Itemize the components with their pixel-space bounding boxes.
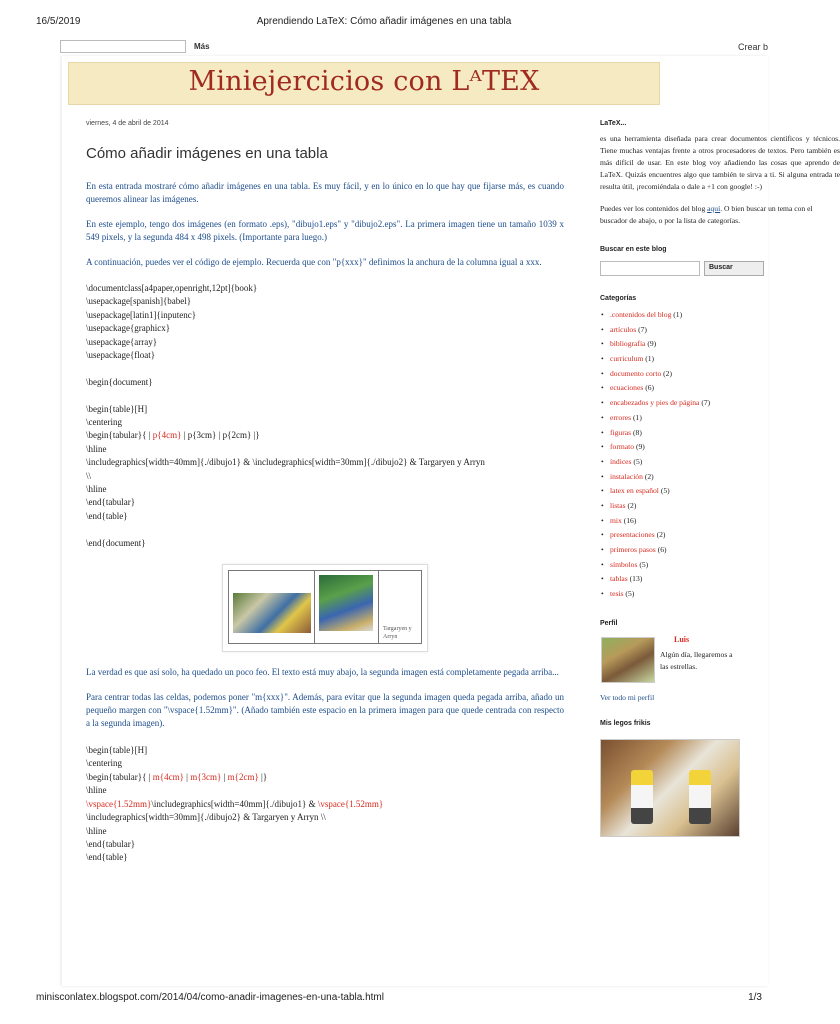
code-line: \end{document} bbox=[86, 537, 146, 548]
blog-header-banner[interactable] bbox=[68, 62, 660, 105]
code-line: \hline bbox=[86, 785, 107, 796]
category-link[interactable]: documento corto bbox=[610, 368, 662, 378]
category-item bbox=[600, 354, 768, 369]
category-item bbox=[600, 516, 768, 531]
category-item bbox=[600, 560, 768, 575]
sidebar-heading-profile: Perfil bbox=[600, 619, 618, 627]
category-item bbox=[600, 413, 768, 428]
post-paragraph-images: En este ejemplo, tengo dos imágenes (en formato .eps), "dibujo1.eps" y "dibujo2.eps". La primera imagen tiene un tamaño 1039 x 549 pixels, y la segunda 484 x 498 pixels. (Importante para luego.) bbox=[86, 219, 564, 242]
category-count: (5) bbox=[625, 589, 635, 599]
code-line: \begin{table}[H] bbox=[86, 745, 148, 756]
category-link[interactable]: listas bbox=[610, 500, 626, 510]
category-link[interactable]: curriculum bbox=[610, 354, 644, 364]
code-line: \end{tabular} bbox=[86, 497, 136, 508]
code-line: \includegraphics[width=30mm]{./dibujo2} & Targaryen y Arryn \\ bbox=[86, 812, 326, 823]
print-date: 16/5/2019 bbox=[36, 16, 81, 27]
code-line: \begin{tabular}{ | p{4cm} | p{3cm} | p{2cm} |} bbox=[86, 430, 260, 441]
category-count: (5) bbox=[660, 486, 670, 496]
highlight-column-spec: m{2cm} bbox=[227, 771, 259, 782]
category-count: (1) bbox=[633, 412, 642, 422]
print-header bbox=[0, 16, 768, 30]
blog-title[interactable]: Miniejercicios con LᴬTEX bbox=[188, 66, 540, 97]
figure-cell-text: Targaryen y Arryn bbox=[383, 626, 412, 641]
category-item bbox=[600, 501, 768, 516]
sidebar-heading-categories: Categorías bbox=[600, 295, 637, 302]
lego-photo-2 bbox=[319, 575, 373, 631]
category-item bbox=[600, 442, 768, 457]
code-line: \usepackage{graphicx} bbox=[86, 323, 171, 334]
category-item bbox=[600, 530, 768, 545]
code-line: \usepackage[spanish]{babel} bbox=[86, 296, 192, 307]
main-column bbox=[86, 120, 564, 865]
code-line: \documentclass[a4paper,openright,12pt]{book} bbox=[86, 283, 258, 293]
table-cell-1 bbox=[229, 571, 315, 643]
category-link[interactable]: encabezados y pies de página bbox=[610, 398, 700, 408]
category-count: (9) bbox=[635, 442, 645, 452]
code-line: \usepackage{float} bbox=[86, 350, 156, 361]
category-count: (9) bbox=[647, 339, 657, 349]
category-link[interactable]: bibliografía bbox=[610, 339, 646, 349]
category-item bbox=[600, 398, 768, 413]
highlight-vspace: \vspace{1.52mm} bbox=[86, 798, 152, 809]
category-count: (5) bbox=[639, 559, 649, 569]
category-link[interactable]: instalación bbox=[610, 471, 643, 481]
category-item bbox=[600, 325, 768, 340]
category-item bbox=[600, 574, 768, 589]
category-item bbox=[600, 457, 768, 472]
category-item bbox=[600, 486, 768, 501]
category-link[interactable]: tablas bbox=[610, 574, 628, 584]
navbar-search-input[interactable] bbox=[60, 40, 186, 53]
code-block-1 bbox=[86, 282, 564, 550]
post-paragraph-code: A continuación, puedes ver el código de ejemplo. Recuerda que con "p{xxx}" definimos la anchura de la columna igual a xxx. bbox=[86, 257, 542, 267]
blogger-navbar bbox=[36, 38, 768, 56]
category-link[interactable]: figuras bbox=[610, 427, 632, 437]
lego-photo-1 bbox=[233, 593, 311, 633]
code-line: \end{tabular} bbox=[86, 838, 136, 849]
category-link[interactable]: primeros pasos bbox=[610, 545, 656, 554]
print-footer bbox=[0, 992, 768, 1006]
print-url: minisconlatex.blogspot.com/2014/04/como-anadir-imagenes-en-una-tabla.html bbox=[36, 992, 384, 1003]
profile-name-link[interactable]: Luis bbox=[674, 634, 690, 644]
category-link[interactable]: símbolos bbox=[610, 559, 638, 569]
post-paragraph-intro: En esta entrada mostraré cómo añadir imágenes en una tabla. Es muy fácil, y en lo único en lo que hay que fijarse más, es cuando queremos alinear las imágenes. bbox=[86, 181, 564, 204]
code-line: \\ bbox=[86, 470, 92, 481]
print-title: Aprendiendo LaTeX: Cómo añadir imágenes en una tabla bbox=[256, 16, 512, 27]
code-line: \hline bbox=[86, 825, 107, 836]
code-line: \begin{tabular}{ | m{4cm} | m{3cm} | m{2cm} |} bbox=[86, 771, 268, 782]
category-count: (2) bbox=[627, 500, 637, 510]
code-line: \includegraphics[width=40mm]{./dibujo1} & \includegraphics[width=30mm]{./dibujo2} & Targaryen y Arryn bbox=[86, 457, 485, 468]
blog-search-button[interactable]: Buscar bbox=[704, 261, 764, 276]
navbar-more-link[interactable]: Más bbox=[194, 42, 210, 51]
rendered-table bbox=[228, 570, 422, 644]
category-item bbox=[600, 589, 768, 604]
category-count: (2) bbox=[644, 471, 654, 481]
category-item bbox=[600, 428, 768, 443]
code-line: \vspace{1.52mm}\includegraphics[width=40mm]{./dibujo1} & \vspace{1.52mm} bbox=[86, 798, 384, 809]
post-paragraph-fix: Para centrar todas las celdas, podemos poner "m{xxx}". Además, para evitar que la segunda imagen queda pegada arriba, añado un pequeño margen con "\vspace{1.52mm}". (Añado también este espacio en la primera imagen para que quede centrada con respecto a la segunda imagen). bbox=[86, 692, 564, 729]
category-item bbox=[600, 339, 768, 354]
result-figure[interactable] bbox=[222, 564, 428, 652]
code-line: \centering bbox=[86, 417, 122, 428]
sidebar-latex-description: es una herramienta diseñada para crear documentos científicos y técnicos. Tiene muchas ventajas frente a otros procesadores de textos. Pero también es más difícil de usar. En este blog voy añadiendo las cosas que aprendo de LaTeX. Quizás encuentres algo que también te sirva a ti. Si alguna entrada te resulta útil, ¡recomiéndala o dale a +1 con google! :-) bbox=[600, 134, 840, 191]
category-count: (8) bbox=[633, 427, 642, 437]
print-page-number: 1/3 bbox=[748, 992, 762, 1003]
post-title[interactable]: Cómo añadir imágenes en una tabla bbox=[86, 145, 328, 162]
category-count: (16) bbox=[623, 515, 637, 525]
post-date: viernes, 4 de abril de 2014 bbox=[86, 120, 169, 127]
category-link[interactable]: formato bbox=[610, 442, 635, 452]
code-line: \usepackage{array} bbox=[86, 336, 158, 347]
sidebar-heading-search: Buscar en este blog bbox=[600, 246, 667, 253]
highlight-column-spec: m{4cm} bbox=[152, 771, 184, 782]
code-line: \begin{table}[H] bbox=[86, 403, 148, 414]
category-count: (7) bbox=[638, 324, 647, 334]
category-link[interactable]: índices bbox=[610, 456, 632, 466]
category-link[interactable]: latex en español bbox=[610, 486, 659, 496]
code-block-2 bbox=[86, 744, 564, 865]
table-cell-3 bbox=[379, 571, 423, 643]
highlight-vspace: \vspace{1.52mm} bbox=[317, 798, 384, 809]
profile-widget bbox=[600, 635, 768, 685]
category-count: (1) bbox=[645, 354, 655, 364]
category-count: (5) bbox=[633, 456, 643, 466]
category-link[interactable]: errores bbox=[610, 412, 632, 422]
code-line: \end{table} bbox=[86, 852, 128, 863]
category-item bbox=[600, 383, 768, 398]
blog-search-input[interactable] bbox=[600, 261, 700, 276]
sidebar-contents-text: Puedes ver los contenidos del blog aquí. O bien buscar un tema con el buscador de abajo, o por la lista de categorías. bbox=[600, 204, 813, 225]
code-line: \hline bbox=[86, 484, 107, 495]
navbar-create-blog-link[interactable]: Crear b bbox=[737, 42, 768, 52]
category-link[interactable]: mix bbox=[610, 515, 622, 525]
category-count: (2) bbox=[656, 530, 666, 540]
code-line: \usepackage[latin1]{inputenc} bbox=[86, 309, 197, 320]
highlight-column-spec: p{4cm} bbox=[152, 430, 182, 441]
table-cell-2 bbox=[315, 571, 379, 643]
category-item bbox=[600, 310, 768, 325]
view-full-profile-link[interactable]: Ver todo mi perfil bbox=[600, 692, 655, 702]
post-paragraph-result: La verdad es que así solo, ha quedado un poco feo. El texto está muy abajo, la segunda imagen está completamente pegada arriba... bbox=[86, 667, 559, 678]
sidebar-heading-legos: Mis legos frikis bbox=[600, 719, 651, 727]
category-item bbox=[600, 369, 768, 384]
category-count: (13) bbox=[629, 574, 643, 584]
category-link[interactable]: tesis bbox=[610, 589, 624, 599]
category-count: (1) bbox=[673, 310, 683, 319]
profile-about: Algún día, llegaremos a las estrellas. bbox=[660, 649, 733, 671]
categories-list bbox=[600, 310, 768, 604]
code-line: \centering bbox=[86, 758, 122, 769]
avatar[interactable] bbox=[601, 637, 655, 683]
category-count: (6) bbox=[657, 545, 667, 554]
category-count: (2) bbox=[663, 368, 673, 378]
lego-figure-left bbox=[631, 770, 653, 824]
category-count: (6) bbox=[645, 383, 655, 393]
blog-search bbox=[600, 261, 768, 277]
code-line: \begin{document} bbox=[86, 376, 153, 387]
sidebar-heading-latex: LaTeX... bbox=[600, 120, 627, 127]
category-link[interactable]: .contenidos del blog bbox=[610, 310, 672, 319]
category-item bbox=[600, 472, 768, 487]
category-link[interactable]: ecuaciones bbox=[610, 383, 644, 393]
category-link[interactable]: artículos bbox=[610, 324, 637, 334]
highlight-column-spec: m{3cm} bbox=[190, 771, 222, 782]
category-count: (7) bbox=[701, 398, 711, 408]
lego-photo bbox=[600, 739, 740, 837]
sidebar bbox=[600, 120, 840, 837]
contents-link[interactable]: aquí bbox=[707, 204, 721, 213]
lego-figure-right bbox=[689, 770, 711, 824]
code-line: \end{table} bbox=[86, 510, 128, 521]
category-item bbox=[600, 545, 768, 560]
code-line: \hline bbox=[86, 443, 107, 454]
category-link[interactable]: presentaciones bbox=[610, 530, 655, 540]
